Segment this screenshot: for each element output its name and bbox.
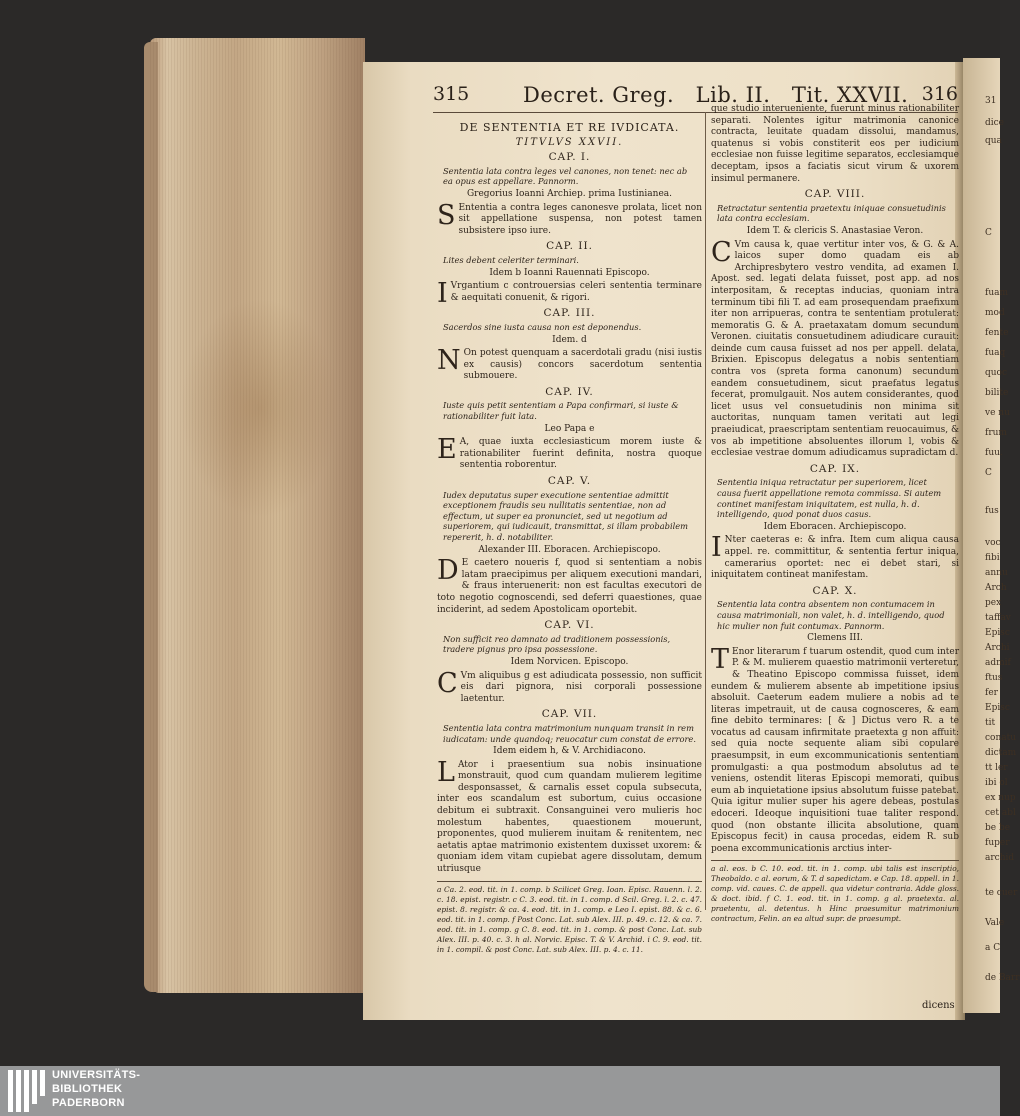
cap-summary: Iudex deputatus super executione sententiae admittit exceptionem fraudis seu nullitatis sententiae, non ad effectum, ut super ea pronunciet, sed ut negotium ad superiorem, qui iudicauit, transmittat, si illam probabilem repererit, h. d. notabiliter. xyxy=(443,489,689,542)
section-title: DE SENTENTIA ET RE IVDICATA. xyxy=(459,121,680,134)
next-page-text: fibi xyxy=(985,553,1000,563)
catchword: dicens xyxy=(922,1000,955,1011)
footnotes: a Ca. 2. eod. tit. in 1. comp. b Scilicet Greg. Ioan. Episc. Rauenn. l. 2. c. 18. epist. registr. c C. 3. eod. tit. in 1. comp. d Scil. Greg. l. 2. c. 47. epist. 8. registr. & ca. 4. eod. tit. in 1. comp. e Leo I. epist. 88. & c. 6. eod. tit. in 1. comp. f Post Conc. Lat. sub Alex. III. p. 49. c. 12. & ca. 7. eod. tit. in 1. comp. g C. 8. eod. tit. in 1. comp. & post Conc. Lat. sub Alex. III. p. 40. c. 3. h al. Norvic. Episc. T. & V. Archid. i C. 9. eod. tit. in 1. compil. & post Conc. Lat. sub Alex. III. p. 4. c. 11. xyxy=(437,884,702,954)
drop-initial: C xyxy=(711,236,732,268)
page-edges xyxy=(150,38,365,993)
next-page-text: fuper xyxy=(985,838,1010,848)
cap-heading: CAP. IX. xyxy=(809,462,861,475)
drop-initial: N xyxy=(437,345,461,377)
continued-text: que studio interueniente, fuerunt minus rationabiliter separati. Nolentes igitur matrimonia canonice contracta, leuitate quadam dissolui, mandamus, quatenus si vobis constiterit eos per iudicium ecclesiae non fuisse legitime separatos, ecclesiamque deceptam, ipsos a faciatis sicut virum & uxorem insimul permanere. xyxy=(711,104,959,184)
cap-author: Alexander III. Eboracen. Archiepiscopo. xyxy=(478,544,661,555)
cap-text: D E caetero noueris f, quod si sententiam a nobis latam praecipimus per aliquem executioni mandari, & fraus interuenerit: non est facultas executori de toto negotio cognoscendi, sed deferri quaestiones, quae inciderint, ad sedem Apostolicam oportebit. xyxy=(437,555,702,615)
cap-text: C Vm aliquibus g est adiudicata possessio, non sufficit eis dari pignora, nisi corporali possessione laetentur. xyxy=(437,667,702,704)
cap-heading: CAP. VIII. xyxy=(804,188,866,201)
cap-author: Idem T. & clericis S. Anastasiae Veron. xyxy=(746,225,924,236)
next-page-text: cet abl xyxy=(985,808,1016,818)
cap-text: I Vrgantium c controuersias celeri sententia terminare & aequitati conuenit, & rigori. xyxy=(437,278,702,310)
cap-author: Leo Papa e xyxy=(544,423,595,434)
cap-text: E A, quae iuxta ecclesiasticum morem iuste & rationabiliter fuerint definita, nostra quoque sententia roborentur. xyxy=(437,434,702,471)
next-page-text: 31 xyxy=(985,96,997,106)
next-page-text: Archi xyxy=(985,643,1010,653)
next-page-text: dictam xyxy=(985,748,1017,758)
left-column xyxy=(437,118,702,955)
next-page-text: frum xyxy=(985,428,1007,438)
cap-author: Idem b Ioanni Rauennati Episcopo. xyxy=(489,267,650,278)
drop-initial: T xyxy=(711,643,730,675)
drop-initial: D xyxy=(437,555,459,587)
next-page-text: conatu xyxy=(985,733,1017,743)
cap-text: C Vm causa k, quae vertitur inter vos, & G. & A. laicos super domo quadam eis ab Archipresbytero vestro vendita, ad examen I. Apost. sed. legati delata fuisset, post app. ad nos interpositam, & receptas inducias, quoniam intra terminum tibi fili T. ad eam prosequendam praefixum iter non arripueras, contra te sententiam protulerat: memoratis G. & A. praetaxatam domum secundum Veronen. ciuitatis consuetudinem adiudicare curauit: deinde cum causa fuisset ad nos per appell. delata, Brixien. Episcopus delegatus a nobis sententiam contra vos (spreta forma canonum) secundum eandem consuetudinem, sicut praefatus legatus fecerat, promulgauit. Nos autem considerantes, quod licet usus vel consuetudinis non minima sit auctoritas, nunquam tamen veritati aut legi praeiudicat, praescriptam sententiam reuocauimus, & vos ab impetitione absoluentes illorum l, vobis & ecclesiae vestrae domum adiudicamus supradictam d. xyxy=(711,236,959,459)
cap-summary: Sacerdos sine iusta causa non est deponendus. xyxy=(443,321,642,332)
running-title: Decret. Greg. Lib. II. Tit. XXVII. xyxy=(523,83,909,107)
next-page-text: voc xyxy=(985,538,1001,548)
cap-summary: Sententia lata contra absentem non contumacem in causa matrimoniali, non valet, h. d. intelligendo, quod hic mulier non fuit contumax. Pannorm. xyxy=(717,599,945,631)
cap-summary: Sententia iniqua retractatur per superiorem, licet causa fuerit appellatione remota commissa. Si autem continet manifestam iniquitatem, est nulla, h. d. intelligendo, quod ponat duos casus. xyxy=(717,477,942,520)
library-name: UNIVERSITÄTS- BIBLIOTHEK PADERBORN xyxy=(52,1069,141,1109)
next-page-text: te cuer xyxy=(985,888,1018,898)
next-page-fragment xyxy=(963,58,1020,1013)
cap-author: Clemens III. xyxy=(807,633,863,644)
next-page-text: fuam xyxy=(985,288,1009,298)
cap-summary: Iuste quis petit sententiam a Papa confirmari, si iuste & rationabiliter fuit lata. xyxy=(443,400,679,422)
cap-heading: CAP. IV. xyxy=(545,385,594,398)
next-page-text: fus xyxy=(985,506,999,516)
next-page-text: ex nup xyxy=(985,793,1016,803)
drop-initial: S xyxy=(437,199,456,231)
cap-summary: Lites debent celeriter terminari. xyxy=(443,254,579,265)
titulus: TITVLVS XXVII. xyxy=(515,136,624,148)
cap-author: Idem eidem h, & V. Archidiacono. xyxy=(493,746,646,757)
drop-initial: L xyxy=(437,756,455,788)
next-page-text: mod xyxy=(985,308,1005,318)
next-page-text: archid xyxy=(985,853,1015,863)
cap-heading: CAP. V. xyxy=(547,475,592,488)
next-page-text: pex xyxy=(985,598,1002,608)
cap-text: S Ententia a contra leges canonesve prolata, licet non sit appellatione suspensa, non potest tamen subsistere ipso iure. xyxy=(437,199,702,236)
page-number-left: 315 xyxy=(433,83,470,105)
next-page-text: fuu. xyxy=(985,448,1003,458)
next-page-text: taffav xyxy=(985,613,1011,623)
next-page-text: be be xyxy=(985,823,1011,833)
cap-heading: CAP. VII. xyxy=(541,708,598,721)
cap-heading: CAP. VI. xyxy=(544,619,595,632)
cap-text: I Nter caeteras e: & infra. Item cum aliqua causa appel. re. committitur, & sententia fertur iniqua, camerarius oportet: nec ei debet stari, si iniquitatem contineat manifestam. xyxy=(711,532,959,581)
next-page-text: ftus xyxy=(985,673,1003,683)
cap-heading: CAP. X. xyxy=(812,584,858,597)
next-page-text: dice xyxy=(985,118,1005,128)
footnote-rule xyxy=(437,881,702,882)
next-page-text: ve nu xyxy=(985,408,1010,418)
next-page-text: fuaq xyxy=(985,348,1006,358)
library-banner xyxy=(0,1066,1000,1116)
next-page-text: bilite xyxy=(985,388,1009,398)
next-page-text: annu xyxy=(985,568,1008,578)
next-page-text: fente xyxy=(985,328,1009,338)
drop-initial: E xyxy=(437,434,457,466)
next-page-text: C xyxy=(985,228,992,238)
next-page-text: de Barr xyxy=(985,973,1020,983)
next-page-text: Arch xyxy=(985,583,1007,593)
right-column xyxy=(711,104,959,924)
cap-text: N On potest quenquam a sacerdotali gradu (nisi iustis ex causis) concors sacerdotum sententia submouere. xyxy=(437,345,702,382)
next-page-text: qua xyxy=(985,136,1002,146)
next-page-text: admif xyxy=(985,658,1011,668)
cap-summary: Sententia lata contra matrimonium nunquam transit in rem iudicatam: unde quandoq; reuocatur cum constat de errore. xyxy=(443,722,696,744)
cap-summary: Sententia lata contra leges vel canones, non tenet: nec ab ea opus est appellare. Pannorm. xyxy=(443,165,688,187)
next-page-text: tt ler xyxy=(985,763,1008,773)
next-page-text: Episc xyxy=(985,628,1010,638)
cap-author: Gregorius Ioanni Archiep. prima Iustinianea. xyxy=(466,188,672,199)
cap-text: T Enor literarum f tuarum ostendit, quod cum inter P. & M. mulierem quaestio matrimonii verteretur, & Theatino Episcopo commissa fuisset, idem eundem & mulierem absente ab impetitione ipsius absoluit. Caeterum eadem muliere a nobis ad te literas impetrauit, ut de causa cognosceres, & eam fine debito terminares: [ & ] Dictus vero R. a te vocatus ad causam infirmitate praetexta g non affuit: sed quia nocte sequente aliam sibi copulare praesumpsit, in eum excommunicationis sententiam promulgasti: a qua postmodum absolutus ad te veniens, ostendit literas Episcopi memorati, quibus eum ab inquietatione ipsius absolutum fuisse patebat. Quia igitur mulier super his agere debeas, postulas edoceri. Ideoque inquisitioni tuae taliter respond. quod (non obstante illicita absolutione, quam Episcopus fecit) in causa procedas, eidem R. sub poena excommunicationis arctius inter- xyxy=(711,643,959,854)
next-page-text: C xyxy=(985,468,992,478)
cap-author: Idem. d xyxy=(552,334,587,345)
next-page-text: fer xyxy=(985,688,998,698)
column-rule xyxy=(705,112,706,910)
cap-summary: Retractatur sententia praetextu iniquae consuetudinis lata contra ecclesiam. xyxy=(717,202,946,224)
next-page-text: ibi ol xyxy=(985,778,1008,788)
cap-author: Idem Norvicen. Episcopo. xyxy=(510,656,629,667)
footnote-rule xyxy=(711,860,959,861)
cap-text: L Ator i praesentium sua nobis insinuatione monstrauit, quod cum quandam mulierem legitime desponsasset, & carnalis esset copula subsecuta, inter eos scandalum est subortum, cuius occasione debitum ei subtraxit. Consanguinei vero mulieris hoc molestum habentes, quaestionem mouerunt, proponentes, quod mulierem inuitam & renitentem, nec aetatis aptae matrimonio existentem duxisset uxorem: & quoniam idem vitam cupiebat agere dissolutam, demum utriusque xyxy=(437,756,702,875)
footnotes: a al. eos. b C. 10. eod. tit. in 1. comp. ubi talis est inscriptio, Theobaldo. c al. eorum, & T. d sapedictam. e Cap. 18. appell. in 1. comp. vid. caues. C. de appell. qua videtur contraria. Adde gloss. & doct. ibid. f C. 1. eod. tit. in 1. comp. g al. praetexta. al. praetentu, al. detentus. h Hinc praesumitur matrimonium contractum, Felin. an ea altud supr. de praesumpt. xyxy=(711,864,959,924)
drop-initial: I xyxy=(711,532,722,564)
library-logo-icon xyxy=(8,1070,46,1112)
cap-heading: CAP. I. xyxy=(548,151,591,164)
next-page-text: quoc xyxy=(985,368,1008,378)
cap-summary: Non sufficit reo damnato ad traditionem possessionis, tradere pignus pro ipsa possessione. xyxy=(443,633,671,655)
next-page-text: Episc xyxy=(985,703,1010,713)
cap-heading: CAP. II. xyxy=(546,240,593,253)
next-page-text: tit xyxy=(985,718,996,728)
drop-initial: I xyxy=(437,278,448,310)
page-number-right: 316 xyxy=(921,83,958,105)
next-page-text: Vale xyxy=(985,918,1005,928)
drop-initial: C xyxy=(437,667,458,699)
cap-author: Idem Eboracen. Archiepiscopo. xyxy=(763,521,907,532)
cap-heading: CAP. III. xyxy=(543,307,596,320)
next-page-text: a C xyxy=(985,943,1001,953)
